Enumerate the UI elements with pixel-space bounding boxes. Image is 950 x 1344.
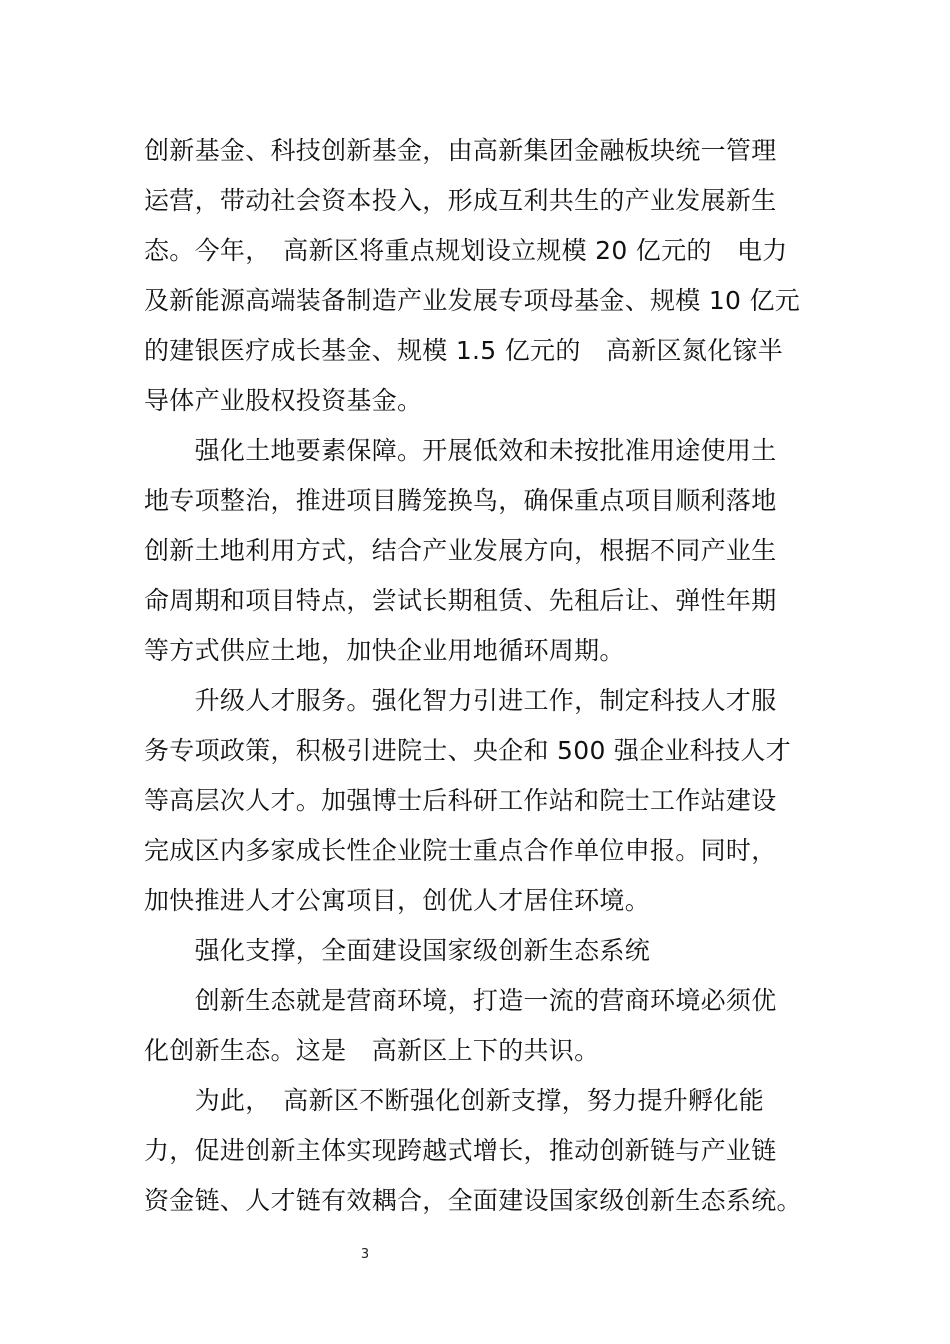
- text-line: 创新生态就是营商环境，打造一流的营商环境必须优: [144, 986, 777, 1015]
- text-line: 运营，带动社会资本投入，形成互利共生的产业发展新生: [144, 186, 777, 215]
- text-line: 创新土地利用方式，结合产业发展方向，根据不同产业生: [144, 536, 777, 565]
- text-line: 及新能源高端装备制造产业发展专项母基金、规模 10 亿元: [144, 286, 801, 315]
- text-line: 资金链、人才链有效耦合，全面建设国家级创新生态系统。: [144, 1186, 802, 1215]
- text-line: 化创新生态。这是 高新区上下的共识。: [144, 1036, 600, 1065]
- text-line: 地专项整治，推进项目腾笼换鸟，确保重点项目顺利落地: [144, 486, 777, 515]
- section-heading: 强化支撑，全面建设国家级创新生态系统: [144, 936, 651, 965]
- text-line: 强化土地要素保障。开展低效和未按批准用途使用土: [144, 436, 777, 465]
- text-line: 命周期和项目特点，尝试长期租赁、先租后让、弹性年期: [144, 586, 777, 615]
- text-line: 务专项政策，积极引进院士、央企和 500 强企业科技人才: [144, 736, 792, 765]
- text-line: 创新基金、科技创新基金，由高新集团金融板块统一管理: [144, 136, 777, 165]
- text-line: 加快推进人才公寓项目，创优人才居住环境。: [144, 886, 651, 915]
- text-line: 导体产业股权投资基金。: [144, 386, 423, 415]
- text-line: 完成区内多家成长性企业院士重点合作单位申报。同时，: [144, 836, 777, 865]
- text-line: 等方式供应土地，加快企业用地循环周期。: [144, 636, 625, 665]
- text-line: 等高层次人才。加强博士后科研工作站和院士工作站建设: [144, 786, 777, 815]
- text-line: 为此， 高新区不断强化创新支撑，努力提升孵化能: [144, 1086, 765, 1115]
- text-line: 的建银医疗成长基金、规模 1.5 亿元的 高新区氮化镓半: [144, 336, 784, 365]
- text-line: 态。今年， 高新区将重点规划设立规模 20 亿元的 电力: [144, 236, 788, 265]
- text-line: 力，促进创新主体实现跨越式增长，推动创新链与产业链: [144, 1136, 777, 1165]
- text-line: 升级人才服务。强化智力引进工作，制定科技人才服: [144, 686, 777, 715]
- page-number: 3: [360, 1247, 370, 1262]
